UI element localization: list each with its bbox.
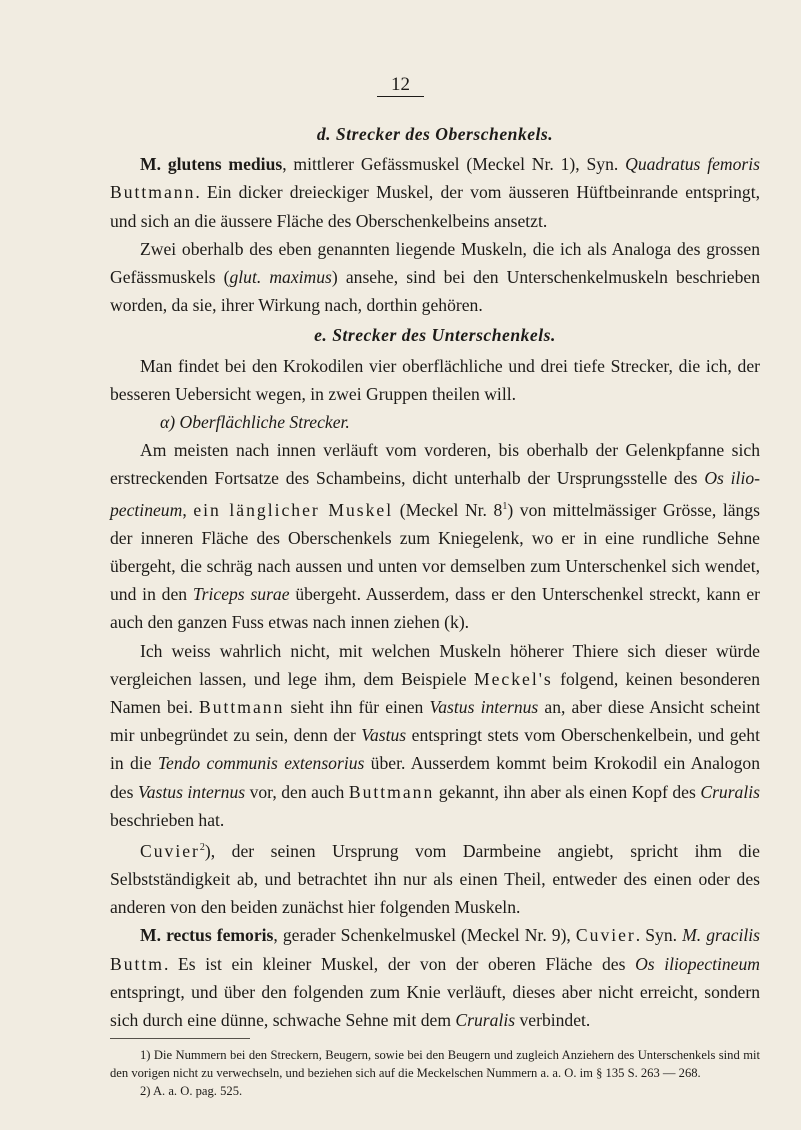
paragraph-analoga: Zwei oberhalb des eben genannten liegende Muskeln, die ich als Analoga des grossen Gefässmuskels (glut. maximus) ansehe, sind bei den Unterschenkelmuskeln beschrieben worden, da sie, ihrer Wirkung nach, dorthin gehören.	[110, 238, 760, 316]
paragraph-vergleich: Ich weiss wahrlich nicht, mit welchen Muskeln höherer Thiere sich dieser würde vergleichen lassen, und lege ihm, dem Beispiele Meckel's folgend, keinen besonderen Namen bei. Buttmann sieht ihn für einen Vastus internus an, aber diese Ansicht scheint mir unbegründet zu sein, denn der Vastus entspringt stets vom Oberschenkelbein, und geht in die Tendo communis extensorius über. Ausserdem kommt beim Krokodil ein Analogon des Vastus internus vor, den auch Buttmann gekannt, ihn aber als einen Kopf des Cruralis beschrieben hat.	[110, 640, 761, 830]
footnote-divider	[110, 1038, 250, 1039]
paragraph-rectus-femoris: M. rectus femoris, gerader Schenkelmuskel (Meckel Nr. 9), Cuvier. Syn. M. gracilis Buttm. Es ist ein kleiner Muskel, der von der oberen Fläche des Os iliopectineum entspringt, und über den folgenden zum Knie verläuft, dieses aber nicht erreicht, sondern sich durch eine dünne, schwache Sehne mit dem Cruralis verbindet.	[110, 925, 760, 1031]
section-heading-d: d. Strecker des Oberschenkels.	[316, 124, 554, 144]
paragraph-gluteus-medius: M. glutens medius, mittlerer Gefässmuskel (Meckel Nr. 1), Syn. Quadratus femoris Buttmann. Ein dicker dreieckiger Muskel, der vom äusseren Hüftbeinrande entspringt, und sich an die äussere Fläche des Oberschenkelbeins ansetzt.	[110, 154, 760, 231]
section-heading-e: e. Strecker des Unterschenkels.	[314, 325, 556, 346]
page-number: 12	[0, 74, 801, 96]
footnote-ref-2: 2	[199, 841, 205, 853]
paragraph-cuvier: Cuvier$^2$), der seinen Ursprung vom Darmbeine angiebt, spricht ihm die Selbstständigkeit ab, und betrachtet ihn nur als einen Theil, entweder des einen oder des anderen von den beiden zunächst hier folgenden Muskeln.	[110, 840, 760, 918]
footnote-2: 2) A. a. O. pag. 525.	[140, 1084, 243, 1098]
muscle-name: M. glutens medius	[140, 154, 283, 175]
muscle-name: M. rectus femoris	[140, 925, 274, 946]
paragraph-laenglicher-muskel: Am meisten nach innen verläuft vom vorderen, bis oberhalb der Gelenkpfanne sich erstreckenden Fortsatze des Schambeins, dicht unterhalb der Ursprungsstelle des Os ilio-pectineum, ein länglicher Muskel (Meckel Nr. $8^1$) von mittelmässiger Grösse, längs der inneren Fläche des Oberschenkels zum Kniegelenk, wo er in eine rundliche Sehne übergeht, die schräg nach aussen und unten vor demselben zum Unterschenkel sich wendet, und in den Triceps surae übergeht. Ausserdem, dass er den Unterschenkel streckt, kann er auch den ganzen Fuss etwas nach innen ziehen (k).	[110, 440, 760, 633]
paragraph-strecker-intro: Man findet bei den Krokodilen vier oberflächliche und drei tiefe Strecker, die ich, der besseren Uebersicht wegen, in zwei Gruppen theilen will.	[110, 355, 760, 404]
subheading-alpha: α) Oberflächliche Strecker.	[160, 412, 350, 433]
footnote-1: 1) Die Nummern bei den Streckern, Beugern, sowie bei den Beugern und zugleich Anziehern des Unterschenkels sind mit den vorigen nicht zu verwechseln, und beziehen sich auf die Meckelschen Nummern a. a. O. im § 135 S. 263 — 268.	[110, 1048, 760, 1080]
footnote-ref-1: 1	[502, 500, 508, 512]
main-text	[110, 118, 760, 1034]
author-name: Buttmann	[110, 182, 196, 203]
footnotes	[110, 1046, 760, 1100]
